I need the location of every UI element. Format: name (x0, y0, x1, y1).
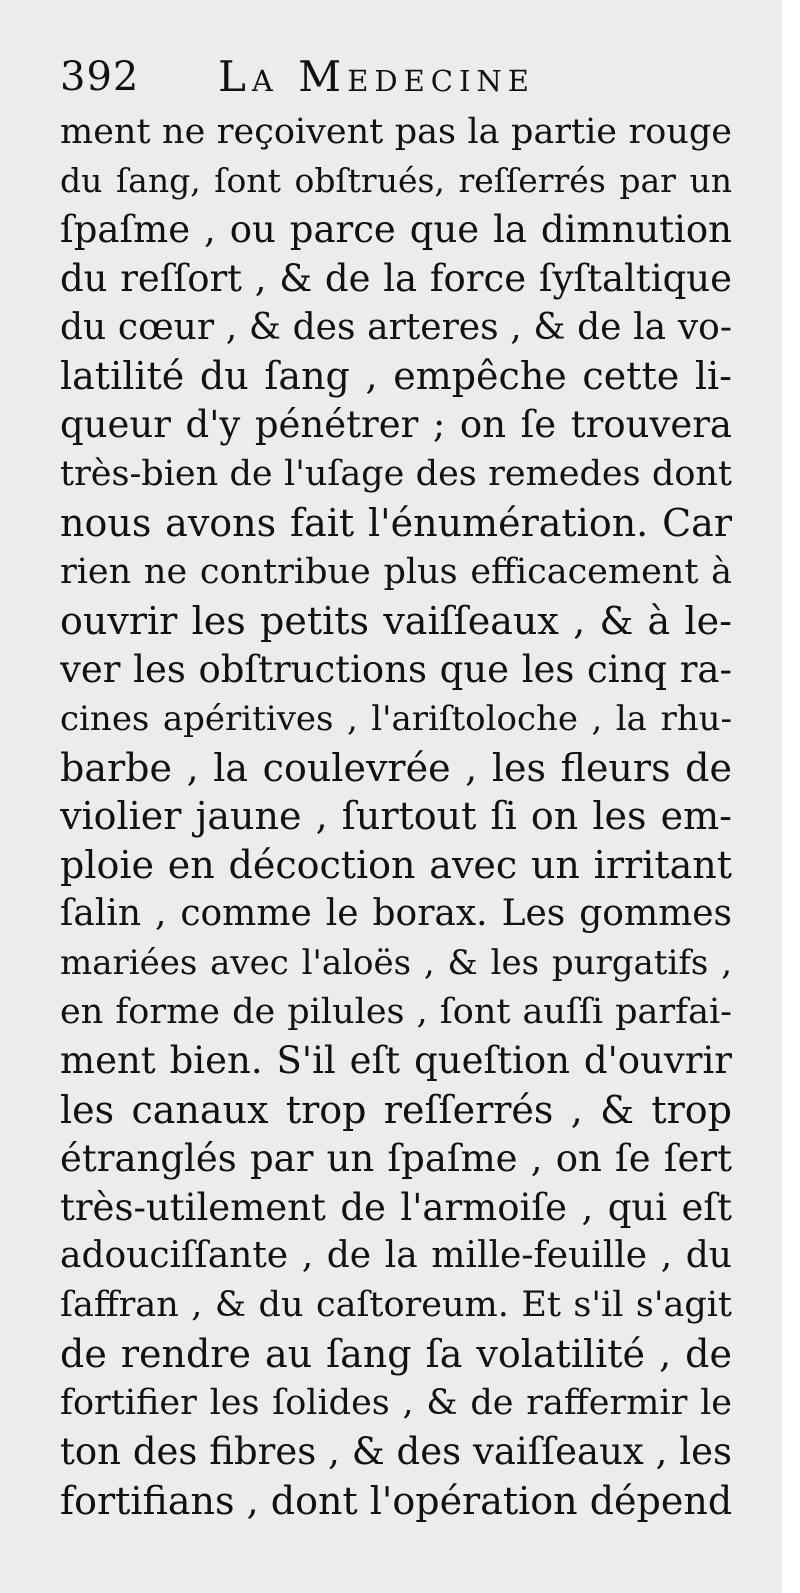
text-line: ver les obſtructions que les cinq ra- (60, 647, 732, 691)
text-line: de rendre au ſang ſa volatilité , de (60, 1332, 732, 1377)
text-line: étranglés par un ſpaſme , on ſe ſert (60, 1136, 732, 1180)
text-line: ment bien. S'il eſt queſtion d'ouvrir (60, 1038, 732, 1082)
text-line: ſalin , comme le borax. Les gommes (60, 893, 732, 935)
text-line: queur d'y pénétrer ; on ſe trouvera (60, 403, 732, 447)
text-line: du ſang, ſont obſtrués, reſſerrés par un (60, 160, 732, 200)
text-line: très-utilement de l'armoiſe , qui eſt (60, 1185, 732, 1229)
text-line: mariées avec l'aloës , & les purgatifs , (60, 943, 732, 984)
text-line: du reſſort , & de la force ſyſtaltique (60, 256, 732, 300)
page-header (60, 52, 740, 104)
page-number: 392 (60, 54, 140, 100)
text-line: cines apéritives , l'ariſtoloche , la rhu- (60, 698, 732, 739)
text-line: ploie en décoction avec un irritant (60, 843, 732, 888)
text-line: en forme de pilules , ſont auſſi parfai- (60, 992, 732, 1033)
text-line: ſpaſme , ou parce que la dimnution (60, 207, 732, 251)
text-line: fortifier les ſolides , & de raffermir le (60, 1383, 732, 1424)
text-line: nous avons fait l'énumération. Car (60, 501, 732, 546)
text-line: barbe , la coulevrée , les fleurs de (60, 745, 732, 790)
text-line: ouvrir les petits vaiſſeaux , & à le- (60, 598, 732, 643)
text-line: adouciſſante , de la mille-feuille , du (60, 1235, 732, 1277)
text-line: ſaffran , & du caſtoreum. Et s'il s'agit (60, 1285, 732, 1326)
text-line: très-bien de l'uſage des remedes dont (60, 454, 732, 495)
text-line: ment ne reçoivent pas la partie rouge (60, 112, 732, 152)
text-line: fortifians , dont l'opération dépend (60, 1478, 732, 1523)
page-margin (782, 0, 800, 1593)
text-line: ton des fibres , & des vaiſſeaux , les (60, 1430, 732, 1474)
text-line: latilité du ſang , empêche cette li- (60, 354, 732, 399)
text-line: les canaux trop reſſerrés , & trop (60, 1087, 732, 1132)
body-text (60, 108, 732, 1526)
text-line: rien ne contribue plus efficacement à (60, 552, 732, 593)
running-head: La Medecine (218, 52, 535, 101)
text-line: du cœur , & des arteres , & de la vo- (60, 306, 732, 348)
text-line: violier jaune , ſurtout ſi on les em- (60, 794, 732, 839)
